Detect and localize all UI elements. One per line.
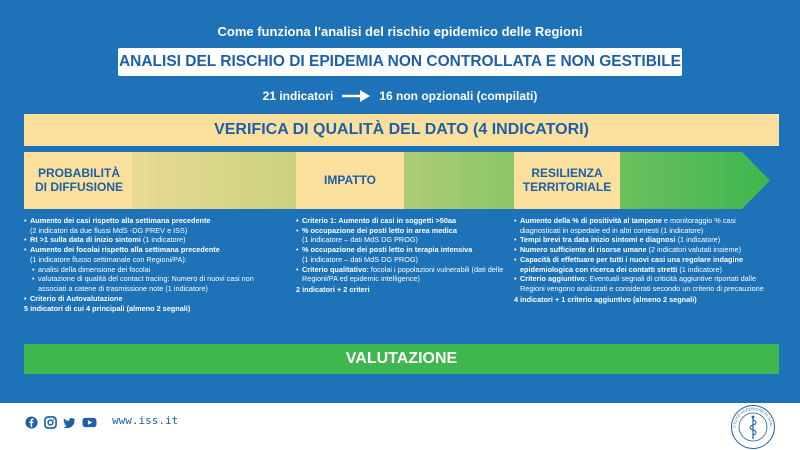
main-analysis-box: ANALISI DEL RISCHIO DI EPIDEMIA NON CONTROLLATA E NON GESTIBILE xyxy=(118,48,682,76)
list-item: • Rt >1 sulla data di inizio sintomi (1 indicatore) xyxy=(24,235,262,245)
website-link[interactable]: www.iss.it xyxy=(112,414,179,427)
valutazione-bar: VALUTAZIONE xyxy=(24,344,779,374)
category-probabilita-line2: DI DIFFUSIONE xyxy=(34,179,123,194)
sub-list-item: • analisi della dimensione dei focolai xyxy=(24,265,262,275)
list-item: • % occupazione dei posti letto in terapia intensiva (1 indicatore – dati MdS DG PROG) xyxy=(296,245,506,264)
svg-text:ISTITUTO SUPERIORE DI SANITÀ: TITUTO SUPERIORE DI SANI xyxy=(732,406,774,429)
data-quality-bar: VERIFICA DI QUALITÀ DEL DATO (4 INDICATORI) xyxy=(24,114,779,146)
list-item: • Aumento della % di positività al tampone e monitoraggio % casi diagnosticati in ospedale ed in altri contesti (1 indicatore) xyxy=(514,216,776,235)
arrow-right-icon xyxy=(341,89,371,103)
category-resilienza-line2: TERRITORIALE xyxy=(522,179,612,194)
indicators-row xyxy=(0,87,800,105)
list-item: • Aumento dei focolai rispetto alla settimana precedente (1 indicatore flusso settimanale con Regioni/PA): xyxy=(24,245,262,264)
category-resilienza-territoriale xyxy=(514,152,620,209)
facebook-icon[interactable] xyxy=(25,416,38,429)
indicators-total: 21 indicatori xyxy=(262,89,334,103)
list-item: • % occupazione dei posti letto in area medica (1 indicatore – dati MdS DG PROG) xyxy=(296,226,506,245)
list-item: • Capacità di effettuare per tutti i nuovi casi una regolare indagine epidemiologica con ricerca dei contatti stretti (1 indicatore) xyxy=(514,255,776,274)
instagram-icon[interactable] xyxy=(44,416,57,429)
list-item: • Aumento dei casi rispetto alla settimana precedente (2 indicatori da due flussi MdS -DG PREV e ISS) xyxy=(24,216,262,235)
twitter-icon[interactable] xyxy=(63,416,76,429)
sub-list-item: • valutazione di qualità del contact tracing: Numero di nuovi casi non associati a catene di trasmissione note (1 indicatore) xyxy=(24,274,262,293)
iss-logo xyxy=(730,404,776,450)
list-item: • Criterio aggiuntivo: Eventuali segnali di criticità aggiuntive riportati dalle Regioni vengono analizzati e considerati secondo un criterio di precauzione xyxy=(514,274,776,293)
social-links xyxy=(25,416,97,429)
youtube-icon[interactable] xyxy=(82,416,97,429)
probabilita-total: 5 indicatori di cui 4 principali (almeno 2 segnali) xyxy=(24,304,191,314)
resilienza-total: 4 indicatori + 1 criterio aggiuntivo (almeno 2 segnali) xyxy=(514,294,697,304)
list-item: • Tempi brevi tra data inizio sintomi e diagnosi (1 indicatore) xyxy=(514,235,776,245)
resilienza-criteria xyxy=(514,216,776,304)
list-item: • Criterio di Autovalutazione xyxy=(24,294,262,304)
page-title: Come funziona l'analisi del rischio epidemico delle Regioni xyxy=(217,24,583,39)
category-impatto xyxy=(296,152,404,209)
category-probabilita-diffusione xyxy=(26,152,132,209)
list-item: • Numero sufficiente di risorse umane (2 indicatori valutati insieme) xyxy=(514,245,776,255)
category-probabilita-line1: PROBABILITÀ xyxy=(37,165,120,180)
probabilita-criteria xyxy=(24,216,262,314)
impatto-total: 2 indicatori + 2 criteri xyxy=(296,284,370,294)
category-resilienza-line1: RESILIENZA xyxy=(531,165,603,180)
indicators-required: 16 non opzionali (compilati) xyxy=(379,89,538,103)
category-impatto-label: IMPATTO xyxy=(324,172,376,187)
list-item: • Criterio 1: Aumento di casi in soggetti >50aa xyxy=(296,216,506,226)
list-item: • Criterio qualitativo: focolai i popolazioni vulnerabili (dati delle Regioni/PA ed epidemic intelligence) xyxy=(296,265,506,284)
impatto-criteria xyxy=(296,216,506,295)
